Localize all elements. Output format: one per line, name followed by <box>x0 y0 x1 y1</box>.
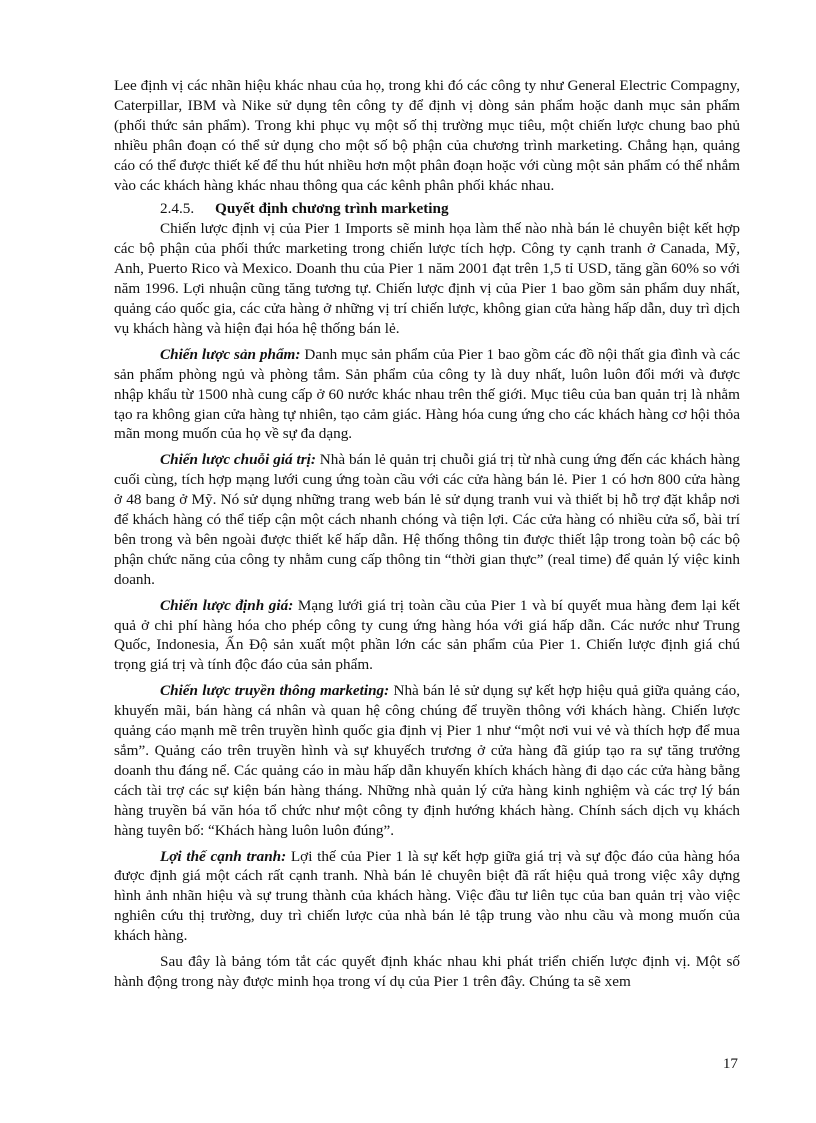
strategy-text: Nhà bán lẻ sử dụng sự kết hợp hiệu quả giữa quảng cáo, khuyến mãi, bán hàng cá nhân và quan hệ công chúng để truyền thông với khách hàng. Chiến lược quảng cáo mạnh mẽ trên truyền hình quốc gia định vị Pier 1 như “một nơi vui vẻ và thích hợp để mua sắm”. Quảng cáo trên truyền hình và sự khuyếch trương ở cửa hàng đã giúp tạo ra sự tăng trưởng doanh thu đáng nể. Các quảng cáo in màu hấp dẫn khuyến khích khách hàng đi dạo các cửa hàng bằng cách tài trợ các sự kiện bán hàng tháng. Những nhà quản lý cửa hàng kinh nghiệm và các trợ lý bán hàng truyền bá văn hóa tổ chức như một công ty định hướng khách hàng. Chính sách dịch vụ khách hàng tuyên bố: “Khách hàng luôn luôn đúng”. <box>114 682 741 839</box>
strategy-label: Chiến lược truyền thông marketing: <box>160 682 390 700</box>
section-title: Quyết định chương trình marketing <box>215 200 449 218</box>
strategy-paragraph-product <box>114 345 740 445</box>
document-page <box>114 76 740 995</box>
strategy-paragraph-communication <box>114 681 740 840</box>
strategy-label: Lợi thế cạnh tranh: <box>160 847 287 865</box>
strategy-text: Mạng lưới giá trị toàn cầu của Pier 1 và bí quyết mua hàng đem lại kết quả ở chi phí hàng hóa cho phép công ty cung ứng hàng hóa với giá hấp dẫn. Các nước như Trung Quốc, Indonesia, Ấn Độ sản xuất một phần lớn các sản phẩm của Pier 1. Chiến lược định giá chú trọng giá trị và tính độc đáo của sản phẩm. <box>114 596 740 674</box>
strategy-paragraph-pricing <box>114 596 740 676</box>
intro-paragraph: Lee định vị các nhãn hiệu khác nhau của họ, trong khi đó các công ty như General Electric Compagny, Caterpillar, IBM và Nike sử dụng tên công ty để định vị dòng sản phẩm hoặc danh mục sản phẩm (phối thức sản phẩm). Trong khi phục vụ một số thị trường mục tiêu, một chiến lược chung bao phủ nhiều phân đoạn có thể sử dụng cho một số bộ phận của chương trình marketing. Chẳng hạn, quảng cáo có thể được thiết kế để thu hút nhiều hơn một phân đoạn hoặc với cùng một sản phẩm có thể nhắm vào các khách hàng khác nhau thông qua các kênh phân phối khác nhau. <box>114 77 740 194</box>
strategy-paragraph-competitive-advantage <box>114 847 740 947</box>
closing-paragraph: Sau đây là bảng tóm tắt các quyết định khác nhau khi phát triển chiến lược định vị. Một số hành động trong này được minh họa trong ví dụ của Pier 1 trên đây. Chúng ta sẽ xem <box>114 953 740 990</box>
section-heading <box>114 199 740 219</box>
section-intro-paragraph: Chiến lược định vị của Pier 1 Imports sẽ minh họa làm thế nào nhà bán lẻ chuyên biệt kết hợp các bộ phận của phối thức marketing trong chiến lược tích hợp. Công ty cạnh tranh ở Canada, Mỹ, Anh, Puerto Rico và Mexico. Doanh thu của Pier 1 năm 2001 đạt trên 1,5 tỉ USD, tăng gần 60% so với năm 1996. Lợi nhuận cũng tăng tương tự. Chiến lược định vị của Pier 1 bao gồm sản phẩm duy nhất, quảng cáo quốc gia, các cửa hàng ở những vị trí chiến lược, không gian cửa hàng hấp dẫn, duy trì dịch vụ khách hàng và hiện đại hóa hệ thống bán lẻ. <box>114 220 740 337</box>
strategy-text: Nhà bán lẻ quản trị chuỗi giá trị từ nhà cung ứng đến các khách hàng cuối cùng, tích hợp mạng lưới cung ứng toàn cầu với các cửa hàng bán lẻ. Pier 1 có hơn 800 cửa hàng ở 48 bang ở Mỹ. Nó sử dụng những trang web bán lẻ sử dụng tranh vui và thiết bị hỗ trợ đặt khắp nơi để khách hàng có thể tiếp cận một cách nhanh chóng và tiện lợi. Các cửa hàng có nhiều cửa sổ, bài trí bên trong và bên ngoài được thiết kế hấp dẫn. Hệ thống thông tin được thiết lập trong toàn bộ các bộ phận chức năng của công ty nhằm cung cấp thông tin “thời gian thực” (real time) để quản lý việc kinh doanh. <box>114 451 740 588</box>
page-number: 17 <box>722 1055 738 1072</box>
section-number: 2.4.5. <box>160 200 195 218</box>
strategy-text: Lợi thế của Pier 1 là sự kết hợp giữa giá trị và sự độc đáo của hàng hóa được định giá một cách rất cạnh tranh. Nhà bán lẻ chuyên biệt đã rất hiệu quả trong việc xây dựng hình ảnh nhãn hiệu và sự trung thành của khách hàng. Việc đầu tư liên tục của ban quản trị vào việc nghiên cứu thị trường, duy trì chiến lược của nhà bán lẻ tập trung vào nhu cầu và mong muốn của khách hàng. <box>114 847 740 945</box>
strategy-label: Chiến lược định giá: <box>160 596 294 614</box>
strategy-text: Danh mục sản phẩm của Pier 1 bao gồm các đồ nội thất gia đình và các sản phẩm phòng ngủ và phòng tắm. Sản phẩm của công ty là duy nhất, luôn luôn đổi mới và được nhập khẩu từ 1500 nhà cung cấp ở 60 nước khác nhau trên thế giới. Mục tiêu của ban quản trị là nhằm tạo ra không gian cửa hàng tự nhiên, tạo cảm giác. Hàng hóa cung ứng cho các khách hàng cơ hội thỏa mãn mong muốn của họ về sự đa dạng. <box>114 345 740 443</box>
strategy-paragraph-value-chain <box>114 450 740 589</box>
strategy-label: Chiến lược chuỗi giá trị: <box>160 451 316 469</box>
strategy-label: Chiến lược sản phẩm: <box>160 345 301 363</box>
